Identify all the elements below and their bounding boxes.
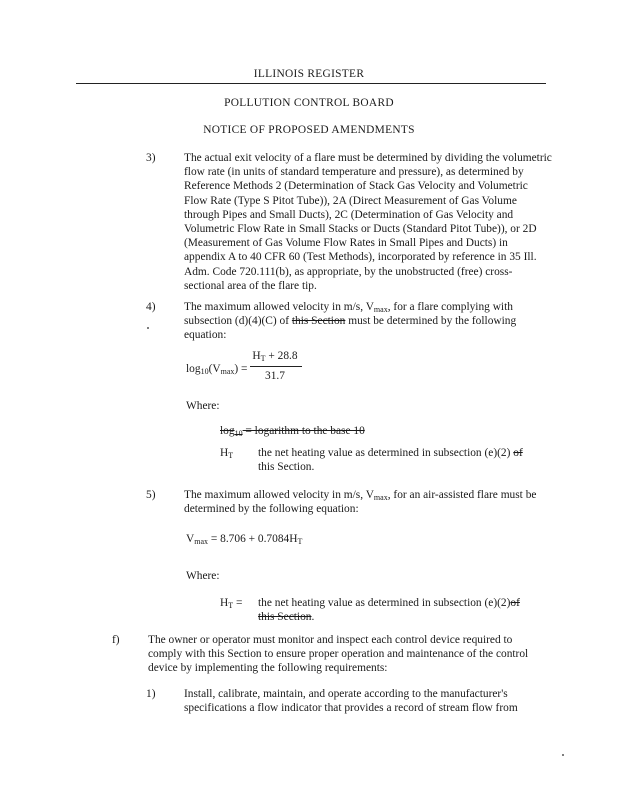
definition-5-text-2: this Section. xyxy=(258,611,315,623)
equation-5: $V_{max} = 8.706 + 0.7084H_T$ xyxy=(186,533,303,546)
item-f-number: f) xyxy=(112,634,120,646)
item-f-text: The owner or operator must monitor and inspect each control device required to comply with this Section to ensure proper operation and maintenance of the control device by implementing the following requirements: xyxy=(148,634,529,675)
register-title: ILLINOIS REGISTER xyxy=(253,68,365,80)
item-3-number: 3) xyxy=(146,152,156,164)
where-label-5: Where: xyxy=(186,570,220,582)
definition-5-term: $H_T$ = xyxy=(220,597,243,610)
definition-term-ht: $H_T$ xyxy=(220,447,234,460)
notice-title: NOTICE OF PROPOSED AMENDMENTS xyxy=(203,124,415,136)
item-5-number: 5) xyxy=(146,489,156,501)
item-3-text: The actual exit velocity of a flare must be determined by dividing the volumetric flow rate (in units of standard temperature and pressure), as determined by Reference Methods 2 (Determination of Stack Gas Velocity and Volumetric Flow Rate (Type S Pitot Tube)), 2A (Direct Measurement of Gas Volume through Pipes and Small Ducts), 2C (Determination of Gas Velocity and Volumetric Flow Rate in Small Stacks or Ducts (Standard Pitot Tube)), or 2D (Measurement of Gas Volume Flow Rates in Small Pipes and Ducts) in appendix A to 40 CFR 60 (Test Methods), incorporated by reference in 35 Ill. Adm. Code 720.111(b), as appropriate, by the unobstructed (free) cross-sectional area of the flare tip. xyxy=(184,152,552,292)
equation-4-lhs: $\log_{10}(V_{max})$ = xyxy=(186,363,248,376)
item-1-number: 1) xyxy=(146,688,156,700)
definition-5-text: the net heating value as determined in subsection (e)(2)of xyxy=(258,597,520,609)
item-5-text: The maximum allowed velocity in m/s, $V_{max}$, for an air-assisted flare must be determined by the following equation: xyxy=(184,489,537,516)
board-title: POLLUTION CONTROL BOARD xyxy=(224,97,394,109)
struck-text: this Section xyxy=(291,315,346,328)
struck-definition-log: $\log_{10}$ = logarithm to the base 10 xyxy=(220,425,365,438)
equation-4-denominator: 31.7 xyxy=(265,370,285,382)
item-1-text: Install, calibrate, maintain, and operate according to the manufacturer's specifications a flow indicator that provides a record of stream flow from xyxy=(184,688,518,715)
definition-ht-text: the net heating value as determined in subsection (e)(2) of xyxy=(258,447,523,459)
where-label-4: Where: xyxy=(186,400,220,412)
equation-4-numerator: $H_T + 28.8$ xyxy=(252,350,298,363)
item-4-number: 4) xyxy=(146,301,156,313)
item-4-text: The maximum allowed velocity in m/s, $V_{max}$, for a flare complying with subsection (d)(4)(C) of this Section must be determined by the following equation: xyxy=(184,301,517,342)
header-rule xyxy=(76,83,546,84)
definition-ht-text-2: this Section. xyxy=(258,461,315,473)
scan-speck xyxy=(147,327,149,329)
scan-speck xyxy=(562,754,564,756)
fraction-bar xyxy=(250,366,302,367)
